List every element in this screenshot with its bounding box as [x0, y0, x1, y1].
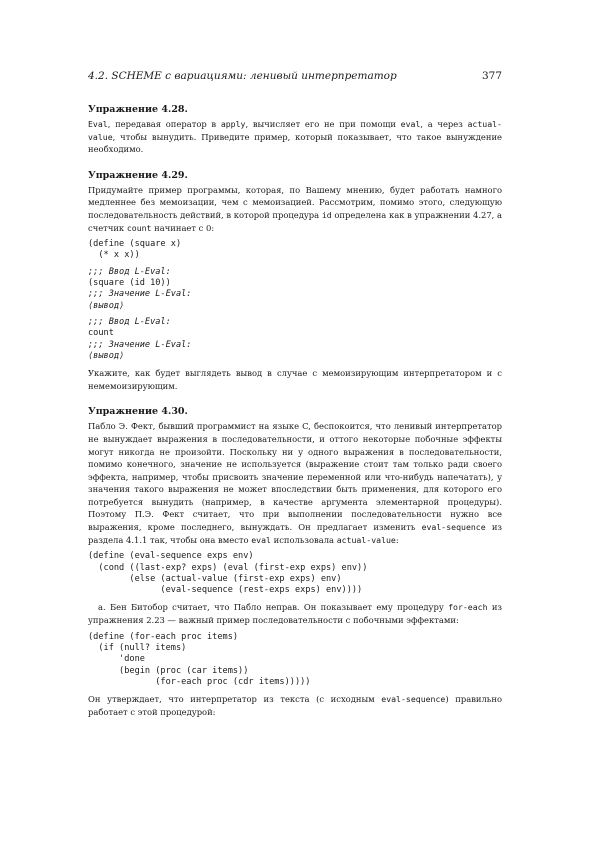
- exercise-4-30-title: Упражнение 4.30.: [88, 406, 188, 418]
- code-line: (square (id 10)): [88, 278, 171, 289]
- exercise-4-30-closing: [88, 693, 502, 718]
- text-run: , а через: [420, 119, 468, 129]
- exercise-4-28-text: [88, 118, 502, 156]
- text-run: Он утверждает, что интерпретатор из текста (с исходным: [88, 694, 382, 705]
- text-run: из раздела 4.1.1 так, чтобы она вместо: [88, 522, 502, 545]
- code-term: eval-sequence: [381, 694, 446, 705]
- text-run: :: [395, 534, 399, 545]
- text-run: Пабло Э. Фект, бывший программист на языке C, беспокоится, что ленивый интерпретатор не вынуждает выражения в последовательности, и оттого некоторые побочные эффекты могут никогда не произойти. Поскольку ни у одного выражения в последовательности, помимо конечного, значение не используется (выражение стоит там только ради своего эффекта, например, чтобы присвоить значение переменной или что-нибудь напечатать), у значения такого выражения не может впоследствии быть применения, для которого его потребуется вынудить (например, в качестве аргумента элементарной процедуры). Поэтому П.Э. Фект считает, что при выполнении последовательности нужно все выражения, кроме последнего, вынуждать. Он предлагает изменить: [88, 421, 502, 533]
- text-run: из упражнения 2.23 — важный пример последовательности с побочными эффектами:: [88, 602, 502, 626]
- code-comment: ;;; Значение L-Eval:: [88, 289, 192, 300]
- code-term: for-each: [448, 602, 488, 613]
- text-run: начинает с 0:: [151, 222, 215, 233]
- exercise-4-30-item-a: [88, 601, 502, 626]
- code-term: count: [126, 222, 152, 233]
- text-run: a. Бен Битобор считает, что Пабло неправ. Он показывает ему процедуру: [98, 602, 449, 613]
- text-run: , вычисляет его не при помощи: [245, 119, 401, 129]
- code-repl-square: [88, 267, 502, 312]
- text-run: определена как в упражнении 4.27, а счетчик: [88, 209, 502, 233]
- code-eval-sequence: (define (eval-sequence exps env) (cond ((last-exp? exps) (eval (first-exp exps) env)) (else (actual-value (first-exp exps) env) (eval-sequence (rest-exps exps) env)))): [88, 551, 368, 596]
- code-square-define: (define (square x) (* x x)): [88, 239, 182, 261]
- exercise-4-30-text: [88, 420, 502, 546]
- page: [88, 70, 502, 718]
- exercise-4-28-title: Упражнение 4.28.: [88, 104, 188, 115]
- code-repl-count: [88, 317, 502, 362]
- text-run: использовала: [270, 534, 337, 545]
- exercise-4-29-title: Упражнение 4.29.: [88, 169, 188, 181]
- code-output-placeholder: ⟨вывод⟩: [88, 350, 125, 361]
- code-term: eval: [251, 534, 271, 545]
- code-comment: ;;; Значение L-Eval:: [88, 339, 192, 350]
- code-comment: ;;; Ввод L-Eval:: [88, 316, 171, 327]
- code-term: eval-sequence: [421, 522, 486, 533]
- code-term: actual-value: [88, 119, 502, 142]
- code-term: id: [321, 209, 332, 220]
- exercise-4-29-text: [88, 184, 502, 234]
- code-term: Eval: [88, 119, 108, 129]
- exercise-4-29-closing: Укажите, как будет выглядеть вывод в случае с мемоизирующим интерпретатором и с немемоизирующим.: [88, 368, 502, 391]
- code-term: eval: [400, 119, 421, 129]
- header-title: 4.2. SCHEME с вариациями: ленивый интерпретатор: [88, 70, 397, 82]
- code-output-placeholder: ⟨вывод⟩: [88, 300, 125, 311]
- code-term: apply: [220, 119, 246, 129]
- text-run: , чтобы вынудить. Приведите пример, который показывает, что такое вынуждение необходимо.: [88, 131, 502, 155]
- code-for-each: (define (for-each proc items) (if (null? items) 'done (begin (proc (car items)) (for-each proc (cdr items))))): [88, 631, 311, 687]
- code-line: count: [88, 328, 114, 339]
- code-term: actual-value: [336, 534, 396, 545]
- text-run: ) правильно работает с этой процедурой:: [88, 694, 502, 717]
- code-comment: ;;; Ввод L-Eval:: [88, 266, 171, 277]
- text-run: , передавая оператор в: [107, 119, 221, 129]
- page-number: 377: [481, 70, 502, 82]
- text-run: Придумайте пример программы, которая, по Вашему мнению, будет работать намного медленнее без мемоизации, чем с мемоизацией. Рассмотрим, помимо этого, следующую последовательность действий, в которой процедура: [88, 184, 502, 220]
- running-header: [88, 70, 502, 82]
